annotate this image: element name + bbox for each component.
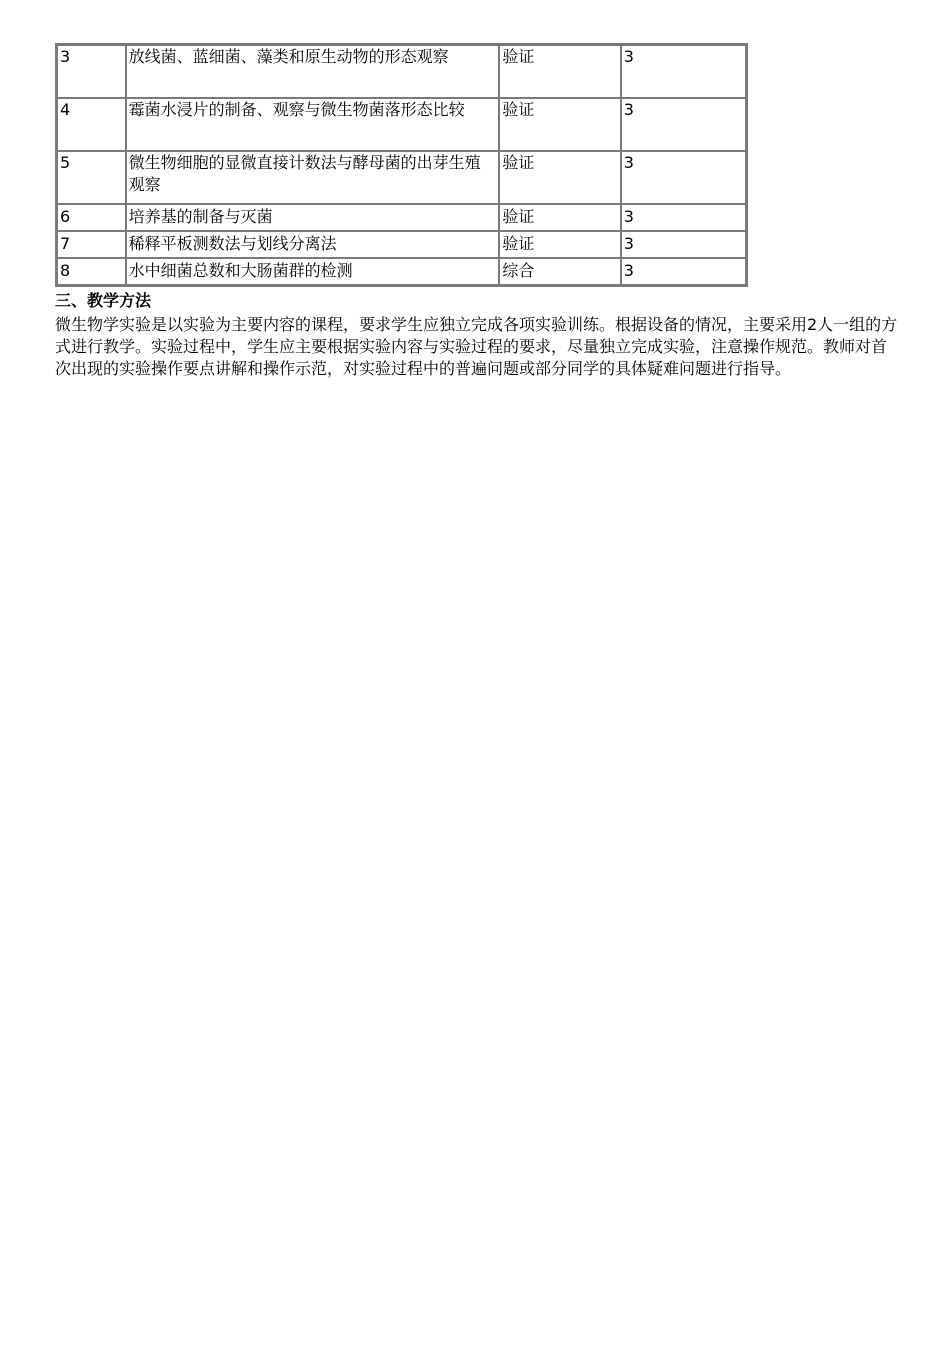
experiment-type: 验证	[499, 204, 620, 231]
experiment-name: 稀释平板测数法与划线分离法	[126, 231, 500, 258]
table-row	[57, 231, 746, 258]
experiment-hours: 3	[621, 98, 746, 151]
row-number: 3	[57, 45, 126, 98]
experiment-name: 培养基的制备与灭菌	[126, 204, 500, 231]
table-row	[57, 151, 746, 204]
row-number: 4	[57, 98, 126, 151]
experiment-type: 验证	[499, 45, 620, 98]
row-number: 6	[57, 204, 126, 231]
row-number: 7	[57, 231, 126, 258]
table-row	[57, 45, 746, 98]
experiment-name: 霉菌水浸片的制备、观察与微生物菌落形态比较	[126, 98, 500, 151]
experiment-type: 综合	[499, 258, 620, 285]
table-row	[57, 258, 746, 285]
experiment-type: 验证	[499, 98, 620, 151]
experiment-name: 水中细菌总数和大肠菌群的检测	[126, 258, 500, 285]
experiment-hours: 3	[621, 151, 746, 204]
row-number: 5	[57, 151, 126, 204]
experiment-name: 放线菌、蓝细菌、藻类和原生动物的形态观察	[126, 45, 500, 98]
row-number: 8	[57, 258, 126, 285]
table-row	[57, 98, 746, 151]
experiment-type: 验证	[499, 151, 620, 204]
section-paragraph: 微生物学实验是以实验为主要内容的课程，要求学生应独立完成各项实验训练。根据设备的情况，主要采用2人一组的方式进行教学。实验过程中，学生应主要根据实验内容与实验过程的要求，尽量独立完成实验，注意操作规范。教师对首次出现的实验操作要点讲解和操作示范，对实验过程中的普遍问题或部分同学的具体疑难问题进行指导。	[55, 315, 898, 378]
experiment-name: 微生物细胞的显微直接计数法与酵母菌的出芽生殖观察	[126, 151, 500, 204]
table-row	[57, 204, 746, 231]
section-heading: 三、教学方法	[55, 291, 152, 310]
experiment-type: 验证	[499, 231, 620, 258]
experiment-hours: 3	[621, 258, 746, 285]
experiment-table	[55, 43, 748, 287]
experiment-hours: 3	[621, 204, 746, 231]
experiment-hours: 3	[621, 231, 746, 258]
experiment-hours: 3	[621, 45, 746, 98]
